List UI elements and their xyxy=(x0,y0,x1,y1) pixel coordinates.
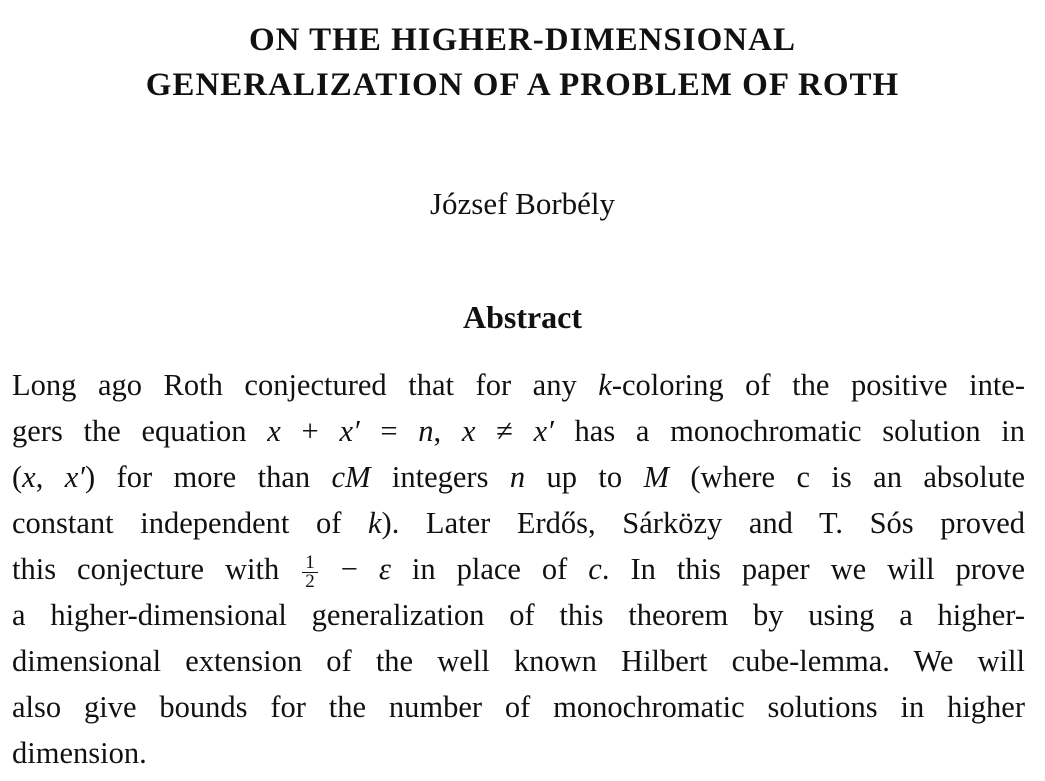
paper-title xyxy=(0,18,1045,108)
title-line-2: GENERALIZATION OF A PROBLEM OF ROTH xyxy=(145,67,900,103)
abstract-line-8: also give bounds for the number of monochromatic solutions in higher xyxy=(12,690,1025,724)
abstract-line-6: a higher-dimensional generalization of this theorem by using a higher- xyxy=(12,598,1025,632)
abstract-line-3: (x, x′) for more than cM integers n up to M (where c is an absolute xyxy=(12,460,1026,494)
abstract-line-5: this conjecture with $\frac{1}{2}$ − ε in place of c. In this paper we will prove xyxy=(12,551,1025,592)
author-name: József Borbély xyxy=(429,186,616,221)
abstract-body xyxy=(12,362,1025,776)
abstract-line-7: dimensional extension of the well known Hilbert cube-lemma. We will xyxy=(12,644,1025,678)
title-line-1: ON THE HIGHER-DIMENSIONAL xyxy=(249,22,796,58)
abstract-heading: Abstract xyxy=(462,299,583,335)
abstract-line-2: gers the equation x + x′ = n, x ≠ x′ has a monochromatic solution in xyxy=(12,414,1026,448)
abstract-line-9: dimension. xyxy=(12,736,147,770)
abstract-line-1: Long ago Roth conjectured that for any k-coloring of the positive inte- xyxy=(12,368,1025,402)
fraction-one-half: $\frac{1}{2}$ xyxy=(302,554,318,591)
abstract-line-4: constant independent of k). Later Erdős, Sárközy and T. Sós proved xyxy=(12,506,1025,540)
